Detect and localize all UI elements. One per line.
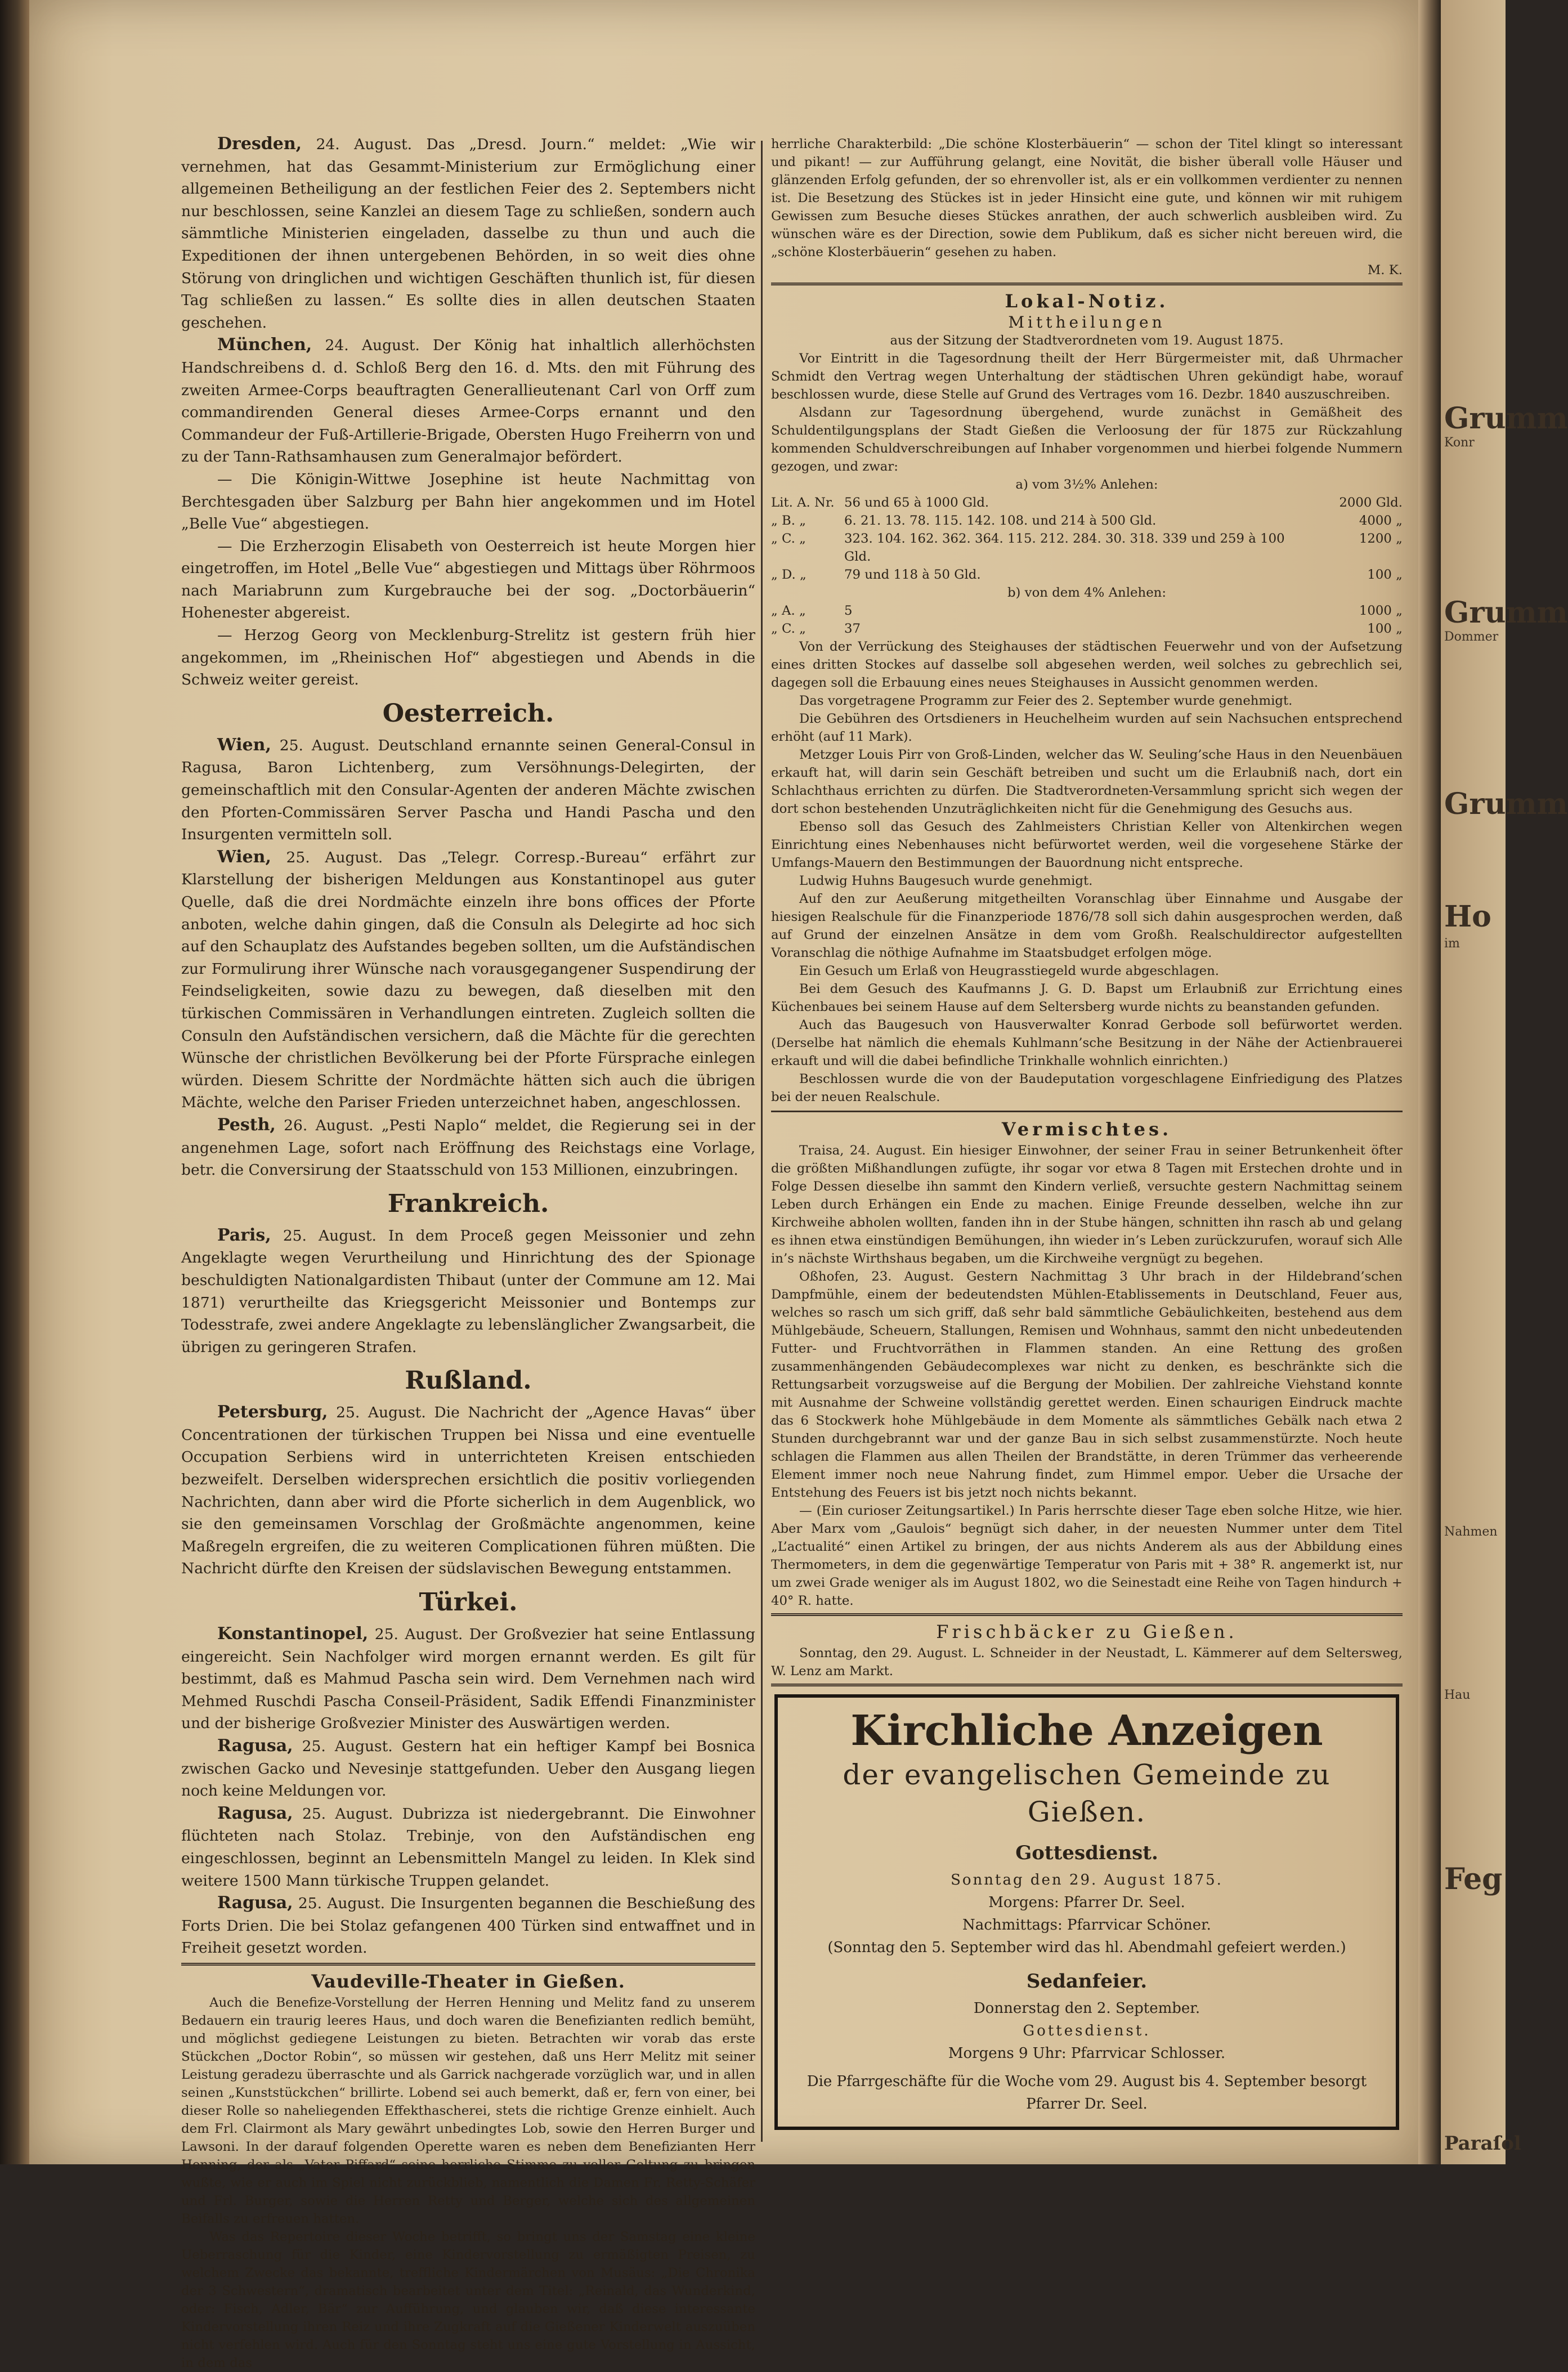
church-title: Kirchliche Anzeigen [850,1707,1323,1755]
misc-paragraph: Oßhofen, 23. August. Gestern Nachmittag 3 Uhr brach in der Hildebrand’schen Dampfmühle, einem der bedeutendsten Mühlen-Etablissements in Deutschland, Feuer aus, welches so rasch um sich griff, daß sehr bald sämmtliche Gebäulichkeiten, bestehend aus dem Mühlgebäude, Scheuern, Stallungen, Remisen und Wohnhaus, sammt den nicht unbedeutenden Futter- und Fruchtvorräthen in Flammen standen. An eine Rettung des großen zusammenhängenden Gebäudecomplexes war nicht zu denken, es beschränkte sich die Rettungsarbeit vorzugsweise auf die Bergung der Mobilien. Der zahlreiche Viehstand konnte mit Ausnahme der Schweine vollständig gerettet werden. Einen schaurigen Eindruck machte das 6 Stockwerk hohe Mühlgebäude in dem Momente als sämmtliches Gebälk nach etwa 2 Stunden durchgebrannt war und der ganze Bau in sich selbst zusammenstürzte. Noch heute schlagen die Flammen aus allen Theilen der Brandstätte, in deren Trümmer das verheerende Element immer noch neue Nahrung findet, zum Himmel empor. Ueber die Ursache der Entstehung des Feuers ist bis jetzt noch nichts bekannt. [771,1269,1403,1500]
loan-lit: Lit. A. Nr. [771,495,835,510]
dateline: Ragusa, [217,1803,293,1823]
misc-paragraph: — (Ein curioser Zeitungsartikel.) In Paris herrschte dieser Tage eben solche Hitze, wie hier. Aber Marx vom „Gaulois“ begnügt sich daher, in der neuesten Nummer unter dem Titel „L’actualité“ einen Artikel zu bringen, der aus nichts Anderem als aus der Abbildung eines Thermometers, in dem die gegenwärtige Temperatur von Paris mit + 38° R. angemerkt ist, nur um zwei Grade weniger als im August 1802, wo die Seinestadt eine Reihe von Tagen hindurch + 40° R. hatte. [771,1503,1403,1608]
loan-numbers: 323. 104. 162. 362. 364. 115. 212. 284. 30. 318. 339 und 259 à 100 Gld. [844,531,1285,564]
feuilleton-paragraph: Auch die Benefize-Vorstellung der Herren Henning und Melitz fand zu unserem Bedauern ein traurig leeres Haus, und doch waren die Benefizianten redlich bemüht, und möglichst gediegene Leistungen zu bieten. Betrachten wir vorab das erste Stückchen „Doctor Robin“, so müssen wir gestehen, daß uns Herr Melitz mit seiner Leistung geradezu überraschte und als Garrick nachgerade vorzüglich war, und in allen seinen „Kunststückchen“ brillirte. Lobend sei auch bemerkt, daß er, fern von einer, bei dieser Rolle so naheliegenden Effekthascherei, stets die richtige Grenze einhielt. Auch dem Frl. Clairmont als Mary gewährt unbedingtes Lob, sowie den Herren Burger und Lawsoni. In der darauf folgenden Operette waren es neben dem Benefizianten Herr Henning, der als „Vater Piffard“ seine herrliche Stimme zu voller Geltung zu bringen wußte, wie er auch im Spiel nicht zurückblieb, namentlich die Damen Fr. Retty-Schäfer und Frl. Burger, sowie die Herren Retty und Berger, welche sich des allgemeinen Beifalls zu erfreuen hatten. [181,1995,755,2226]
loan-numbers: 56 und 65 à 1000 Gld. [844,495,989,510]
dateline: Paris, [217,1225,271,1245]
sedan-morning: Morgens 9 Uhr: Pfarrvicar Schlosser. [948,2045,1226,2062]
service-morning: Morgens: Pfarrer Dr. Seel. [988,1894,1185,1911]
local-news-paragraph: Ludwig Huhns Baugesuch wurde genehmigt. [799,874,1093,888]
loan-row [771,512,1403,530]
local-news-subheading: Mittheilungen [1008,313,1166,332]
service-heading: Gottesdienst. [1015,1842,1158,1864]
local-news-paragraph: Alsdann zur Tagesordnung übergehend, wurde zunächst in Gemäßheit des Schuldentilgungsplans der Stadt Gießen die Verloosung der für 1875 zur Rückzahlung kommenden Schuldverschreibungen auf Inhaber vorgenommen und hierbei folgende Nummern gezogen, und zwar: [771,405,1403,474]
section-heading: Oesterreich. [382,699,554,728]
news-item: — Die Erzherzogin Elisabeth von Oesterreich ist heute Morgen hier eingetroffen, im Hotel „Belle Vue“ abgestiegen und Mittags über Röhrmoos nach Mariabrunn zum Kurgebrauche bei der sog. „Doctorbäuerin“ Hohenester abgereist. [181,537,755,622]
news-text: 25. August. Das „Telegr. Corresp.-Bureau“ erfährt zur Klarstellung der bisherigen Meldungen aus Konstantinopel aus guter Quelle, daß die drei Nordmächte einzeln ihre bons offices der Pforte anboten, welche dahin gingen, daß die Consuln als Delegirte ad hoc sich auf den Schauplatz des Aufstandes begeben sollten, um die Aufständischen zur Formulirung ihrer Wünsche nach vorausgegangener Suspendirung der Feindseligkeiten, sowie dazu zu bewegen, daß dieselben mit den türkischen Commissären in Verhandlungen eintreten. Zugleich sollten die Consuln den Aufständischen versichern, daß die Mächte für die gerechten Wünsche der christlichen Bevölkerung bei der Pforte Fürsprache einlegen würden. Diesem Schritte der Nordmächte hätten sich auch die übrigen Mächte, welche den Pariser Frieden unterzeichnet haben, angeschlossen. [181,848,755,1112]
service-note: (Sonntag den 5. September wird das hl. Abendmahl gefeiert werden.) [827,1939,1346,1956]
news-item: — Herzog Georg von Mecklenburg-Strelitz ist gestern früh hier angekommen, im „Rheinischen Hof“ abgestiegen und Abends in die Schweiz weiter gereist. [181,626,755,689]
news-item [181,1401,755,1580]
feuilleton-continuation: herrliche Charakterbild: „Die schöne Klosterbäuerin“ — schon der Titel klingt so interessant und pikant! — zur Aufführung gelangt, eine Novität, die bisher überall volle Häuser und glänzenden Erfolg gefunden, der so ehrenvoller ist, als er ein vollkommen verdienter zu nennen ist. Die Besetzung des Stückes ist in jeder Hinsicht eine gute, und können wir mit ruhigem Gewissen zum Besuche dieses Stückes anrathen, der auch schwerlich ausbleiben wird. Zu wünschen wäre es der Direction, sowie dem Publikum, daß es sicher nicht bereuen wird, die „schöne Klosterbäuerin“ gesehen zu haben. [771,137,1403,259]
next-page-word: im [1444,937,1460,951]
bakers-heading: Frischbäcker zu Gießen. [936,1621,1238,1643]
local-news-paragraph: Von der Verrückung des Steighauses der städtischen Feuerwehr und von der Aufsetzung eines dritten Stockes auf dasselbe soll abgesehen werden, weil solches zu gebrechlich sei, dagegen soll die Erbauung eines neues Steighauses in Aussicht genommen werden. [771,639,1403,690]
loan-sum: 100 „ [1367,621,1403,636]
dateline: Ragusa, [217,1736,293,1756]
dateline: Konstantinopel, [217,1624,369,1644]
loan-row [771,530,1403,566]
church-subtitle: der evangelischen Gemeinde zu Gießen. [843,1758,1331,1828]
loan-sum: 100 „ [1367,567,1403,582]
loan-sum: 2000 Gld. [1339,495,1403,510]
loan-heading: a) vom 3½% Anlehen: [1015,477,1158,492]
misc-paragraph: Traisa, 24. August. Ein hiesiger Einwohner, der seiner Frau in seiner Betrunkenheit öfter die größten Mißhandlungen zufügte, ihr sogar vor etwa 8 Tagen mit Erstechen drohte und in Folge Dessen dieselbe ihn sammt den Kindern verließ, versuchte gestern Nachmittag seinem Leben durch Erhängen ein Ende zu machen. Einige Freunde desselben, welche ihn zur Kirchweihe abholen wollten, fanden ihn in der Stube hängen, schnitten ihn rasch ab und gelang es ihnen etwa einstündigen Bemühungen, ihn wieder in’s Leben zurückzurufen, worauf sich Alle in’s nächste Wirthshaus begaben, um die Kirchweihe vergnügt zu begehen. [771,1143,1403,1266]
author-signature: M. K. [1367,263,1403,278]
news-text: 24. August. Das „Dresd. Journ.“ meldet: „Wie wir vernehmen, hat das Gesammt-Ministerium zur Ermöglichung einer allgemeinen Betheiligung an der festlichen Feier des 2. Septembers nicht nur beschlossen, seine Kanzlei an diesem Tage zu schließen, sondern auch sämmtliche Ministerien eingeladen, dasselbe zu thun und auch die Expeditionen der ihnen untergebenen Behörden, in so weit dies ohne Störung von dringlichen und wichtigen Geschäften thunlich ist, für diesen Tag schließen zu lassen.“ Es sollte dies in allen deutschen Staaten geschehen. [181,136,755,332]
divider [771,1111,1403,1112]
column-rule [761,141,763,2142]
sedan-date: Donnerstag den 2. September. [973,2000,1200,2017]
dateline: Pesth, [217,1115,276,1135]
news-item [181,1735,755,1802]
feuilleton-paragraph: Was das Repertoire dieser Woche betrifft, so bringt uns der Samstag eine kleine Ueberraschung für die Kinder, eine Kindervorstellung zu ermäßigten Preisen, zu welchem Zwecke das bekannte, treffliche Kindermärchen von Musäus: „Die Chronika der 3 Schwestern“, dramatisch bearbeitet unter dem Titel: „Reinald, das Wunderkind, oder: Fisch, Adler, Bär“ zur Aufführung, und glauben wir, daß diese interessante Kindervorstellung ihren Reiz und ihre Zugkraft auf die Gießener Kinderwelt auszuüben nicht verfehlen wird. Auch für den Sonntag steht uns eine gute Vorstellung in Aussicht, in dem das [181,2229,755,2370]
next-page-word: Grumm [1444,596,1568,630]
local-news-paragraph: Beschlossen wurde die von der Baudeputation vorgeschlagene Einfriedigung des Platzes bei der neuen Realschule. [771,1072,1403,1104]
news-item [181,1114,755,1181]
news-text: 25. August. Der Großvezier hat seine Entlassung eingereicht. Sein Nachfolger wird morgen ernannt werden. Es gilt für bestimmt, daß es Mahmud Pascha sein wird. Dem Vernehmen nach wird Mehmed Ruschdi Pascha Conseil-Präsident, Sadik Effendi Finanzminister und der bisherige Großvezier Minister des Auswärtigen werden. [181,1626,755,1733]
dateline: Petersburg, [217,1402,328,1422]
loan-sum: 1000 „ [1359,603,1403,618]
divider [771,1684,1403,1686]
divider [771,283,1403,285]
local-news-paragraph: Die Gebühren des Ortsdieners in Heuchelheim wurden auf sein Nachsuchen entsprechend erhöht (auf 11 Mark). [771,711,1403,744]
next-page-word: Paraſol [1444,2132,1521,2155]
section-heading: Frankreich. [387,1189,549,1218]
divider [181,1963,755,1966]
news-text: 25. August. Die Insurgenten begannen die Beschießung des Forts Drien. Die bei Stolaz gefangenen 400 Türken sind entwaffnet und in Freiheit gesetzt worden. [181,1895,755,1957]
dateline: Dresden, [217,134,302,154]
local-news-paragraph: Das vorgetragene Programm zur Feier des 2. September wurde genehmigt. [799,693,1293,708]
bakers-text: Sonntag, den 29. August. L. Schneider in der Neustadt, L. Kämmerer auf dem Seltersweg, W. Lenz am Markt. [771,1646,1403,1679]
next-page-word: Nahmen [1444,1525,1498,1539]
loan-lit: „ C. „ [771,621,806,636]
news-item [181,1892,755,1959]
loan-row [771,566,1403,584]
loan-numbers: 5 [844,603,853,618]
next-page-word: Feg [1444,1862,1503,1896]
loan-heading: b) von dem 4% Anlehen: [1007,585,1167,600]
loan-lit: „ D. „ [771,567,807,582]
left-column [181,133,755,2370]
dateline: Wien, [217,847,271,867]
news-item [181,734,755,846]
local-news-heading: Lokal-Notiz. [1005,290,1169,312]
sedan-service-heading: Gottesdienst. [1023,2022,1151,2039]
news-item [181,1623,755,1735]
local-news-paragraph: Bei dem Gesuch des Kaufmanns J. G. D. Bapst um Erlaubniß zur Errichtung eines Küchenbaues bei seinem Hause auf dem Seltersberg wurde nichts zu beanstanden gefunden. [771,982,1403,1014]
next-page-word: Dommer [1444,630,1499,644]
news-item [181,1224,755,1359]
news-text: 25. August. Gestern hat ein heftiger Kampf bei Bosnica zwischen Gacko und Nevesinje stattgefunden. Ueber den Ausgang liegen noch keine Meldungen vor. [181,1738,755,1800]
section-heading: Türkei. [419,1588,518,1617]
misc-heading: Vermischtes. [1001,1118,1172,1140]
section-heading: Rußland. [405,1366,532,1395]
next-page-word: Grumm [1444,401,1568,436]
news-item [181,846,755,1114]
loan-lit: „ C. „ [771,531,806,546]
next-page-fragment [1441,0,1568,2164]
news-text: 25. August. Deutschland ernannte seinen General-Consul in Ragusa, Baron Lichtenberg, zum Versöhnungs-Delegirten, der gemeinschaftlich mit den Consular-Agenten der anderen Mächte zwischen den Pforten-Commissären Server Pascha und Handi Pascha und den Insurgenten vermitteln soll. [181,736,755,844]
loan-numbers: 79 und 118 à 50 Gld. [844,567,981,582]
local-news-paragraph: Metzger Louis Pirr von Groß-Linden, welcher das W. Seuling’sche Haus in den Neuenbäuen erkauft hat, will darin sein Geschäft betreiben und sucht um die Erlaubniß nach, dort ein Schlachthaus errichten zu dürfen. Die Stadtverordneten-Versammlung spricht sich wegen der dort schon bestehenden Unzuträglichkeiten nicht für die Genehmigung des Gesuchs aus. [771,748,1403,816]
loan-numbers: 37 [844,621,861,636]
service-afternoon: Nachmittags: Pfarrvicar Schöner. [962,1917,1211,1934]
news-item [181,1802,755,1892]
news-item: — Die Königin-Wittwe Josephine ist heute Nachmittag von Berchtesgaden über Salzburg per Bahn hier angekommen und im Hotel „Belle Vue“ abgestiegen. [181,470,755,533]
news-text: 25. August. Dubrizza ist niedergebrannt. Die Einwohner flüchteten nach Stolaz. Trebinje, von den Aufständischen eng eingeschlossen, beginnt an Lebensmitteln Mangel zu leiden. In Klek sind weitere 1500 Mann türkische Truppen gelandet. [181,1805,755,1890]
next-page-word: Hau [1444,1688,1471,1702]
service-date: Sonntag den 29. August 1875. [951,1872,1223,1888]
church-announcement-box [774,1694,1399,2130]
local-news-paragraph: Auch das Baugesuch von Hausverwalter Konrad Gerbode soll befürwortet werden. (Derselbe hat nämlich die ehemals Kuhlmann’sche Besitzung in der Nähe der Actienbrauerei erkauft und will die dabei befindliche Trinkhalle wohnlich einrichten.) [771,1018,1403,1068]
dateline: Wien, [217,735,271,755]
loan-row [771,494,1403,512]
book-gutter [1418,0,1441,2164]
next-page-word: Grumm [1444,787,1568,821]
news-text: 24. August. Der König hat inhaltlich allerhöchsten Handschreibens d. d. Schloß Berg den 16. d. Mts. den mit Führung des zweiten Armee-Corps beauftragten Generallieutenant Carl von Orff zum commandirenden General dieses Armee-Corps ernannt und den Commandeur der Fuß-Artillerie-Brigade, Obersten Hugo Freiherrn von und zu der Tann-Rathsamhausen zum Generalmajor befördert. [181,337,755,466]
local-news-paragraph: Ein Gesuch um Erlaß von Heugrasstiegeld wurde abgeschlagen. [799,964,1220,978]
news-text: 25. August. In dem Proceß gegen Meissonier und zehn Angeklagte wegen Verurtheilung und Hinrichtung des der Spionage beschuldigten Nationalgardisten Thibaut (unter der Commune am 12. Mai 1871) verurtheilte das Kriegsgericht Meissonier und Bontemps zur Todesstrafe, zwei andere Angeklagte zu lebenslänglicher Zwangsarbeit, die übrigen zu geringeren Strafen. [181,1227,755,1356]
dateline: München, [217,335,312,355]
loan-lit: „ B. „ [771,513,807,528]
feuilleton-heading: Vaudeville-Theater in Gießen. [311,1970,625,1992]
right-column [771,135,1403,2150]
sedan-heading: Sedanfeier. [1026,1970,1148,1993]
local-news-paragraph: Vor Eintritt in die Tagesordnung theilt der Herr Bürgermeister mit, daß Uhrmacher Schmidt den Vertrag wegen Unterhaltung der städtischen Uhren gekündigt habe, worauf beschlossen wurde, diese Stelle auf Grund des Vertrages vom 16. Dezbr. 1840 auszuschreiben. [771,351,1403,402]
loan-lit: „ A. „ [771,603,806,618]
news-text: 26. August. „Pesti Naplo“ meldet, die Regierung sei in der angenehmen Lage, sofort nach Eröffnung des Reichstags eine Vorlage, betr. die Conversirung der Staatsschuld von 153 Millionen, einzubringen. [181,1116,755,1179]
local-news-subheading-2: aus der Sitzung der Stadtverordneten vom 19. August 1875. [890,333,1284,348]
news-item [181,334,755,468]
church-footer: Die Pfarrgeschäfte für die Woche vom 29. August bis 4. September besorgt Pfarrer Dr. Seel. [807,2073,1367,2113]
loan-numbers: 6. 21. 13. 78. 115. 142. 108. und 214 à 500 Gld. [844,513,1157,528]
dateline: Ragusa, [217,1893,293,1913]
news-item [181,133,755,334]
news-text: 25. August. Die Nachricht der „Agence Havas“ über Concentrationen der türkischen Truppen bei Nissa und eine eventuelle Occupation Serbiens wird in unterrichteten Kreisen entschieden bezweifelt. Derselben widersprechen ersichtlich die positiv vorliegenden Nachrichten, dann aber wird die Pforte sicherlich in dem Augenblick, wo sie den gemeinsamen Vorschlag der Großmächte angenommen, keine Maßregeln ergreifen, die zu weiteren Complicationen führen müßten. Die Nachricht dürfte den Kreisen der südslavischen Bewegung entstammen. [181,1404,755,1578]
local-news-paragraph: Ebenso soll das Gesuch des Zahlmeisters Christian Keller von Altenkirchen wegen Einrichtung eines Nebenhauses nicht befürwortet werden, weil die vorgesehene Stärke der Umfangs-Mauern den Bestimmungen der Bauordnung nicht entspreche. [771,820,1403,870]
next-page-word: Ho [1444,899,1491,934]
loan-row [771,620,1403,638]
loan-row [771,602,1403,620]
loan-sum: 4000 „ [1359,513,1403,528]
loan-sum: 1200 „ [1359,531,1403,546]
local-news-paragraph: Auf den zur Aeußerung mitgetheilten Voranschlag über Einnahme und Ausgabe der hiesigen Realschule für die Finanzperiode 1876/78 soll sich dahin ausgesprochen werden, daß auf Grund der einzelnen Ansätze in dem vom Großh. Realschuldirector aufgestellten Voranschlag die nöthige Aufnahme im Staatsbudget erfolgen möge. [771,892,1403,960]
next-page-word: Konr [1444,436,1475,450]
divider [771,1613,1403,1616]
book-edge [0,0,29,2164]
